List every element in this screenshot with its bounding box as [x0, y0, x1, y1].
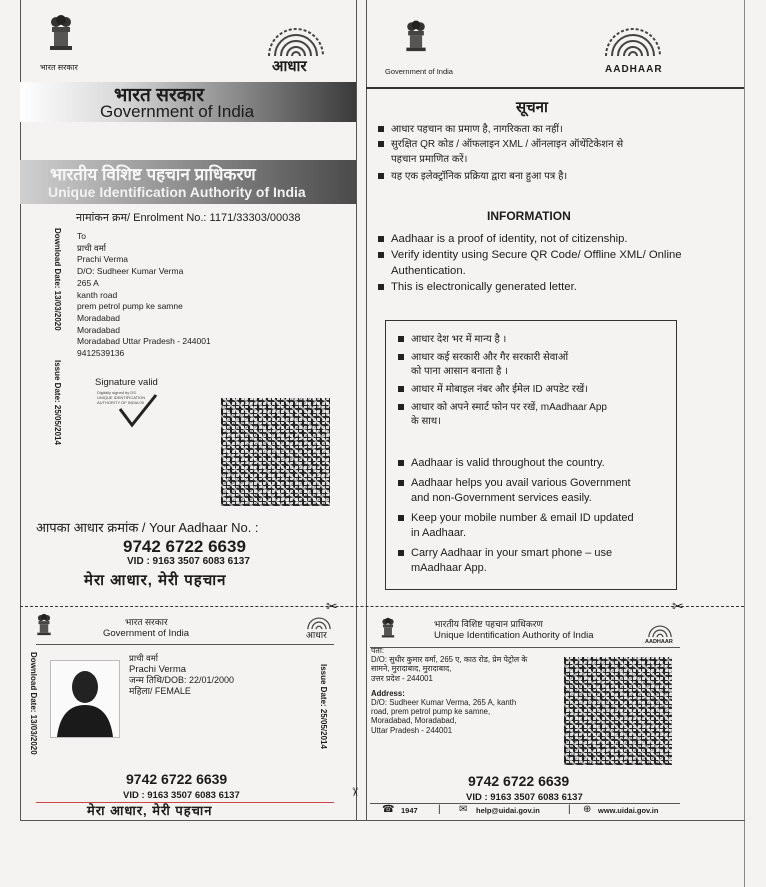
signature-details: Digitally signed by DS UNIQUE IDENTIFICATION AUTHORITY OF INDIA 05: [97, 390, 146, 405]
bullet-icon: [398, 386, 404, 392]
uidai-title-english: Unique Identification Authority of India: [48, 184, 306, 200]
bullet-icon: [398, 460, 404, 466]
address-label: Address:: [371, 688, 405, 698]
address-line: prem petrol pump ke samne: [77, 301, 183, 312]
emblem-caption: Government of India: [385, 67, 453, 76]
bullet-icon: [378, 284, 384, 290]
emblem-caption: भारत सरकार: [40, 63, 78, 72]
box-item: in Aadhaar.: [411, 527, 467, 539]
notice-item: पहचान प्रमाणित करें।: [391, 154, 468, 165]
address-english-line: road, prem petrol pump ke samne,: [371, 707, 491, 717]
address-line: Moradabad Uttar Pradesh - 244001: [77, 336, 211, 347]
bullet-icon: [378, 141, 384, 147]
signature-valid-label: Signature valid: [95, 377, 158, 388]
emblem-icon: [402, 16, 430, 60]
address-line: 265 A: [77, 277, 99, 288]
gov-title-hindi: भारत सरकार: [114, 85, 205, 106]
card-back-footer-rule: [370, 803, 680, 804]
notice-title: सूचना: [516, 99, 548, 116]
card-header-rule: [36, 644, 334, 645]
box-item: Keep your mobile number & email ID updated: [411, 511, 634, 524]
card-logo-text: आधार: [306, 630, 327, 640]
tagline: मेरा आधार, मेरी पहचान: [84, 572, 227, 589]
aadhaar-number: 9742 6722 6639: [123, 537, 246, 556]
email-icon: ✉: [459, 804, 468, 815]
notice-top-rule: [366, 87, 744, 89]
info-item: Authentication.: [391, 265, 466, 277]
notice-item: यह एक इलेक्ट्रॉनिक प्रक्रिया द्वारा बना हुआ पत्र है।: [391, 171, 568, 182]
address-line: D/O: Sudheer Kumar Verma: [77, 266, 184, 277]
qr-code-card: [564, 657, 672, 765]
card-back-logo-text: AADHAAR: [645, 639, 673, 645]
card-name-hindi: प्राची वर्मा: [129, 653, 159, 663]
card-tagline: मेरा आधार, मेरी पहचान: [87, 803, 213, 818]
address-line: Prachi Verma: [77, 254, 129, 265]
card-uidai-hindi: भारतीय विशिष्ट पहचान प्राधिकरण: [434, 619, 543, 629]
bullet-icon: [378, 252, 384, 258]
box-item: mAadhaar App.: [411, 562, 487, 574]
card-back-address: [371, 646, 527, 735]
aadhaar-logo-icon: [263, 24, 329, 58]
center-divider: [356, 0, 357, 820]
download-date-vertical: Download Date: 13/03/2020: [53, 228, 62, 331]
card-gov-hindi: भारत सरकार: [125, 617, 168, 627]
box-english-list: [398, 456, 634, 577]
card-dob: जन्म तिथि/DOB: 22/01/2000: [129, 675, 235, 685]
address-english-line: Moradabad, Moradabad,: [371, 716, 457, 726]
address-line: Moradabad: [77, 324, 121, 335]
bullet-icon: [398, 404, 404, 410]
address-english-line: D/O: Sudheer Kumar Verma, 265 A, kanth: [371, 698, 517, 708]
box-item: आधार में मोबाइल नंबर और ईमेल ID अपडेट रखें।: [411, 384, 588, 395]
vid-number: VID : 9163 3507 6083 6137: [127, 556, 250, 567]
box-item: को पाना आसान बनाता है ।: [411, 366, 508, 377]
notice-item: आधार पहचान का प्रमाण है, नागरिकता का नहीं।: [391, 124, 563, 135]
box-hindi-list: [398, 333, 607, 429]
recipient-address: [77, 231, 211, 360]
address-line: 9412539136: [77, 348, 125, 359]
card-issue-date: Issue Date: 25/05/2014: [319, 664, 328, 749]
right-border: [744, 0, 745, 887]
info-item: This is electronically generated letter.: [391, 281, 577, 293]
aadhaar-logo-text: AADHAAR: [605, 64, 663, 75]
emblem-icon: [379, 616, 397, 642]
card-gender: महिला/ FEMALE: [129, 686, 191, 696]
address-hindi-line: सामने, मुरादाबाद, मुरादाबाद,: [371, 664, 452, 674]
address-line: To: [77, 231, 86, 241]
scissor-icon: ✂: [326, 598, 338, 614]
bottom-border: [20, 820, 745, 821]
card-back-aadhaar-number: 9742 6722 6639: [468, 773, 570, 789]
card-name-english: Prachi Verma: [129, 664, 187, 675]
notice-hindi-list: [378, 122, 623, 184]
card-gov-english: Government of India: [103, 628, 190, 639]
card-back-vid: VID : 9163 3507 6083 6137: [466, 792, 583, 803]
issue-date-vertical: Issue Date: 25/05/2014: [53, 360, 62, 445]
aadhaar-logo-icon: [600, 24, 666, 58]
bullet-icon: [378, 236, 384, 242]
pata-label: पता:: [371, 646, 385, 655]
bullet-icon: [398, 336, 404, 342]
scissor-icon: ✂: [672, 598, 684, 614]
box-item: आधार कई सरकारी और गैर सरकारी सेवाओं: [411, 352, 569, 363]
bullet-icon: [378, 173, 384, 179]
footer-separator: |: [438, 804, 441, 815]
uidai-title-hindi: भारतीय विशिष्ट पहचान प्राधिकरण: [50, 165, 256, 184]
info-item: Verify identity using Secure QR Code/ Offline XML/ Online: [391, 249, 682, 261]
bullet-icon: [398, 550, 404, 556]
address-hindi-line: D/O: सुधीर कुमार वर्मा, 265 ए, काठ रोड, प्रेम पेट्रोल के: [371, 655, 528, 665]
address-hindi-line: उत्तर प्रदेश - 244001: [371, 673, 433, 683]
information-list: [378, 231, 682, 295]
emblem-icon: [45, 12, 77, 58]
notice-item: सुरक्षित QR कोड / ऑफलाइन XML / ऑनलाइन ऑथेंटिकेशन से: [391, 139, 624, 150]
bullet-icon: [398, 515, 404, 521]
signature-check-icon: [118, 393, 158, 429]
your-aadhaar-label: आपका आधार क्रमांक / Your Aadhaar No. :: [36, 520, 259, 535]
enrolment-number: नामांकन क्रम/ Enrolment No.: 1171/33303/00038: [76, 212, 301, 224]
aadhaar-logo-icon: [646, 624, 674, 638]
box-item: Carry Aadhaar in your smart phone – use: [411, 546, 613, 559]
card-vid: VID : 9163 3507 6083 6137: [123, 790, 240, 801]
address-line: प्राची वर्मा: [77, 242, 107, 253]
bullet-icon: [398, 480, 404, 486]
scissor-icon: ✂: [348, 786, 363, 798]
emblem-icon: [34, 612, 54, 640]
website-link[interactable]: www.uidai.gov.in: [598, 806, 659, 815]
card-uidai-english: Unique Identification Authority of India: [434, 630, 594, 641]
box-item: Aadhaar is valid throughout the country.: [411, 457, 605, 469]
phone-icon: ☎: [382, 804, 395, 815]
box-item: आधार को अपने स्मार्ट फोन पर रखें, mAadhaar App: [411, 402, 607, 413]
aadhaar-logo-text: आधार: [272, 58, 307, 75]
information-title: INFORMATION: [487, 209, 571, 223]
box-item: के साथ।: [411, 416, 441, 427]
center-divider-2: [366, 0, 367, 820]
card-details: [129, 653, 234, 697]
address-english-line: Uttar Pradesh - 244001: [371, 725, 453, 735]
bullet-icon: [378, 126, 384, 132]
box-item: Aadhaar helps you avail various Government: [411, 476, 631, 489]
card-photo: [50, 660, 120, 738]
address-line: kanth road: [77, 289, 118, 300]
footer-separator: |: [568, 804, 571, 815]
info-item: Aadhaar is a proof of identity, not of citizenship.: [391, 233, 628, 245]
globe-icon: ⊕: [583, 804, 592, 815]
card-download-date: Download Date: 13/03/2020: [29, 652, 38, 755]
bullet-icon: [398, 354, 404, 360]
address-line: Moradabad: [77, 312, 121, 323]
box-item: and non-Government services easily.: [411, 492, 592, 504]
box-item: आधार देश भर में मान्य है ।: [411, 334, 507, 345]
card-aadhaar-number: 9742 6722 6639: [126, 771, 228, 787]
helpline-email: help@uidai.gov.in: [476, 806, 540, 815]
helpline-number: 1947: [401, 806, 418, 815]
cut-line: [20, 606, 744, 607]
qr-code-letter: [221, 398, 330, 506]
left-border: [20, 0, 21, 820]
gov-title-english: Government of India: [100, 102, 255, 121]
